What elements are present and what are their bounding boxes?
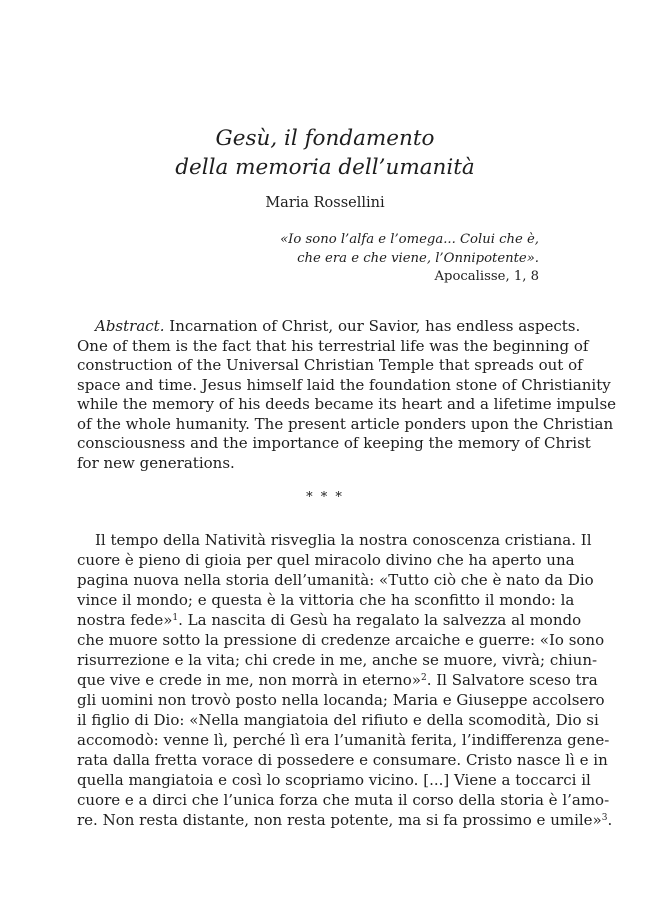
abstract-line: space and time. Jesus himself laid the foundation stone of Christianity (77, 375, 611, 394)
abstract-line: consciousness and the importance of keeping the memory of Christ (77, 434, 591, 452)
abstract-line (77, 317, 581, 337)
body-line (77, 610, 582, 630)
abstract-line: of the whole humanity. The present article ponders upon the Christian (77, 414, 614, 433)
body-line-text: re. Non resta distante, non resta potente, ma si fa prossimo e umile» (77, 811, 602, 829)
body-line-text: . Il Salvatore sceso tra (426, 671, 598, 689)
body-line: vince il mondo; e questa è la vittoria che ha sconfitto il mondo: la (77, 591, 575, 609)
epigraph (159, 231, 539, 287)
epigraph-line-1: «Io sono l’alfa e l’omega... Colui che è, (280, 232, 539, 247)
body-line (77, 810, 613, 830)
body-line: risurrezione e la vita; chi crede in me, anche se muore, vivrà; chiun- (77, 651, 598, 669)
body-line: cuore e a dirci che l’unica forza che muta il corso della storia è l’amo- (77, 791, 610, 809)
body-line: quella mangiatoia e così lo scopriamo vicino. [...] Viene a toccarci il (77, 771, 591, 789)
abstract (77, 317, 617, 473)
abstract-line: for new generations. (77, 453, 235, 472)
footnote-ref-3[interactable]: 3 (601, 813, 608, 823)
section-separator: * * * (306, 490, 344, 505)
article-title (0, 124, 650, 182)
body-line: Il tempo della Natività risveglia la nostra conoscenza cristiana. Il (95, 531, 592, 549)
title-line-1: Gesù, il fondamento (215, 126, 435, 151)
body-line: il figlio di Dio: «Nella mangiatoia del rifiuto e della scomodità, Dio si (77, 711, 599, 729)
body-line-text: . La nascita di Gesù ha regalato la salvezza al mondo (178, 611, 582, 629)
body-line: accomodò: venne lì, perché lì era l’umanità ferita, l’indifferenza gene- (77, 731, 610, 749)
abstract-line: One of them is the fact that his terrestrial life was the beginning of (77, 336, 589, 355)
body-line-text: nostra fede» (77, 611, 173, 629)
body-line: che muore sotto la pressione di credenze arcaiche e guerre: «Io sono (77, 631, 605, 649)
body-line-text: que vive e crede in me, non morrà in eterno» (77, 671, 421, 689)
body-paragraph (77, 530, 613, 830)
title-line-2: della memoria dell’umanità (175, 155, 475, 180)
body-line: gli uomini non trovò posto nella locanda; Maria e Giuseppe accolsero (77, 691, 605, 709)
abstract-line-text: Incarnation of Christ, our Savior, has endless aspects. (169, 317, 581, 335)
body-line: pagina nuova nella storia dell’umanità: «Tutto ciò che è nato da Dio (77, 571, 594, 589)
abstract-line: construction of the Universal Christian Temple that spreads out of (77, 356, 583, 374)
footnote-ref-1[interactable]: 1 (172, 613, 179, 623)
author-name: Maria Rossellini (265, 195, 385, 211)
abstract-line: while the memory of his deeds became its heart and a lifetime impulse (77, 395, 617, 413)
body-line (77, 670, 598, 690)
body-line-text: . (607, 811, 613, 829)
footnote-ref-2[interactable]: 2 (420, 673, 427, 683)
body-line: rata dalla fretta vorace di possedere e consumare. Cristo nasce lì e in (77, 751, 608, 769)
epigraph-source: Apocalisse, 1, 8 (434, 269, 539, 284)
epigraph-line-2: che era e che viene, l’Onnipotente». (297, 250, 539, 266)
body-line: cuore è pieno di gioia per quel miracolo divino che ha aperto una (77, 551, 575, 569)
abstract-lead: Abstract. (95, 317, 165, 335)
